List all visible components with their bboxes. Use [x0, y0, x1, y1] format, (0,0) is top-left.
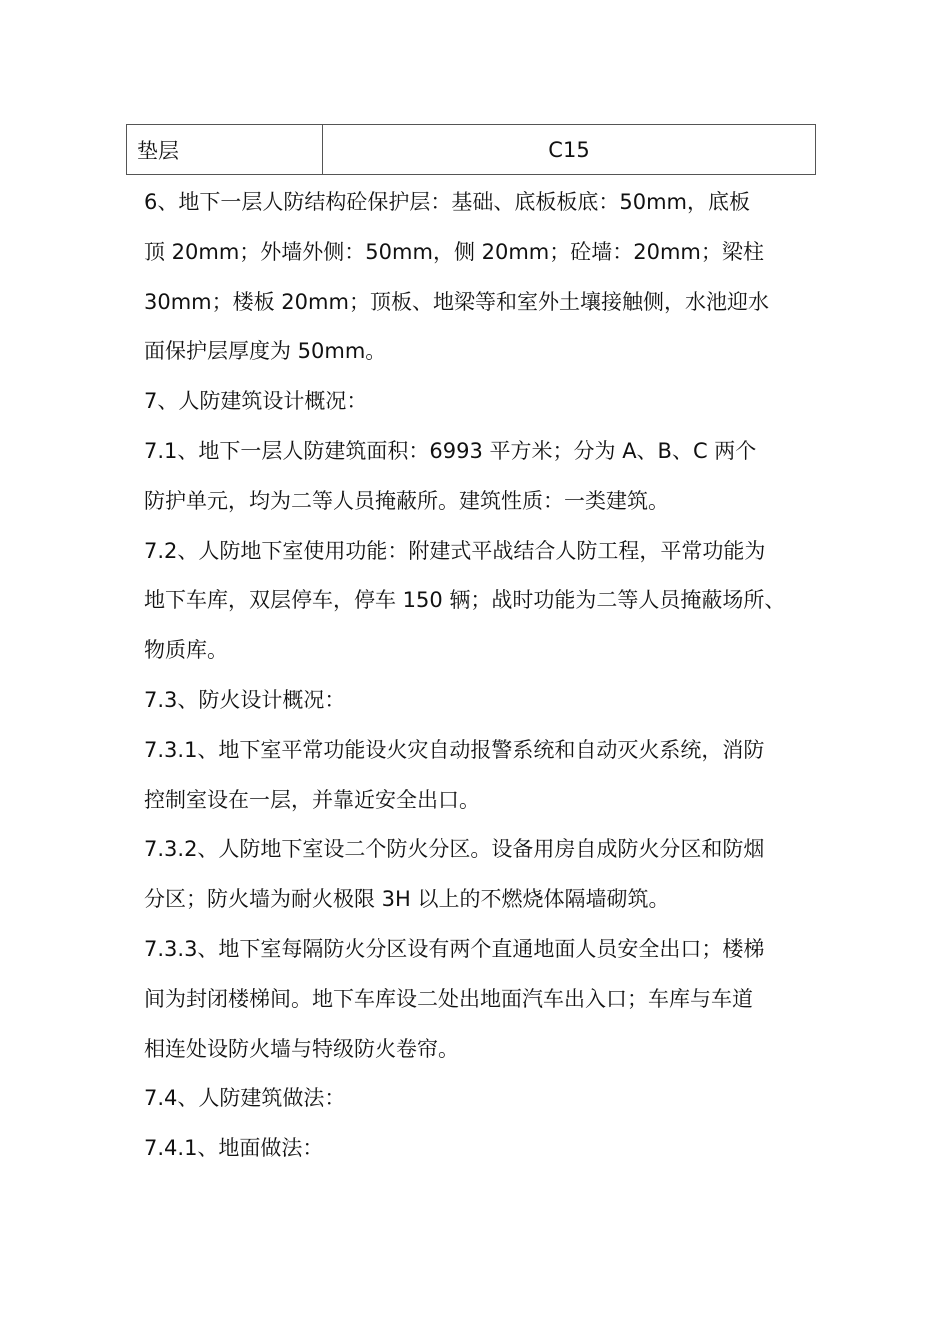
text-line: 7.3.2、人防地下室设二个防火分区。设备用房自成防火分区和防烟: [144, 837, 765, 862]
table-cell-grade: C15: [323, 125, 816, 175]
text-line: 30mm；楼板 20mm；顶板、地梁等和室外土壤接触侧，水池迎水: [144, 289, 769, 314]
body-text: [144, 178, 816, 1174]
text-line: 7.3.3、地下室每隔防火分区设有两个直通地面人员安全出口；楼梯: [144, 936, 765, 961]
text-line: 顶 20mm；外墙外侧：50mm，侧 20mm；砼墙：20mm；梁柱: [144, 239, 764, 264]
text-line: 7.1、地下一层人防建筑面积：6993 平方米；分为 A、B、C 两个: [144, 438, 757, 463]
text-line: 控制室设在一层，并靠近安全出口。: [144, 787, 480, 812]
text-line: 防护单元，均为二等人员掩蔽所。建筑性质：一类建筑。: [144, 488, 669, 513]
text-line: 7.2、人防地下室使用功能：附建式平战结合人防工程，平常功能为: [144, 538, 766, 563]
section-heading: 7.4.1、地面做法：: [144, 1136, 324, 1161]
text-line: 相连处设防火墙与特级防火卷帘。: [144, 1036, 459, 1061]
text-line: 物质库。: [144, 638, 228, 663]
text-line: 面保护层厚度为 50mm。: [144, 339, 387, 364]
text-line: 6、地下一层人防结构砼保护层：基础、底板板底：50mm，底板: [144, 190, 750, 214]
section-heading: 7.3、防火设计概况：: [144, 687, 346, 712]
section-heading: 7.4、人防建筑做法：: [144, 1086, 346, 1111]
table-row: [127, 125, 816, 175]
spec-table: [126, 124, 816, 175]
text-line: 7.3.1、地下室平常功能设火灾自动报警系统和自动灭火系统，消防: [144, 737, 765, 762]
text-line: 地下车库，双层停车，停车 150 辆；战时功能为二等人员掩蔽场所、: [144, 588, 786, 613]
text-line: 间为封闭楼梯间。地下车库设二处出地面汽车出入口；车库与车道: [144, 986, 753, 1011]
section-heading: 7、人防建筑设计概况：: [144, 389, 368, 414]
text-line: 分区；防火墙为耐火极限 3H 以上的不燃烧体隔墙砌筑。: [144, 887, 670, 912]
table-cell-material: 垫层: [127, 125, 323, 175]
